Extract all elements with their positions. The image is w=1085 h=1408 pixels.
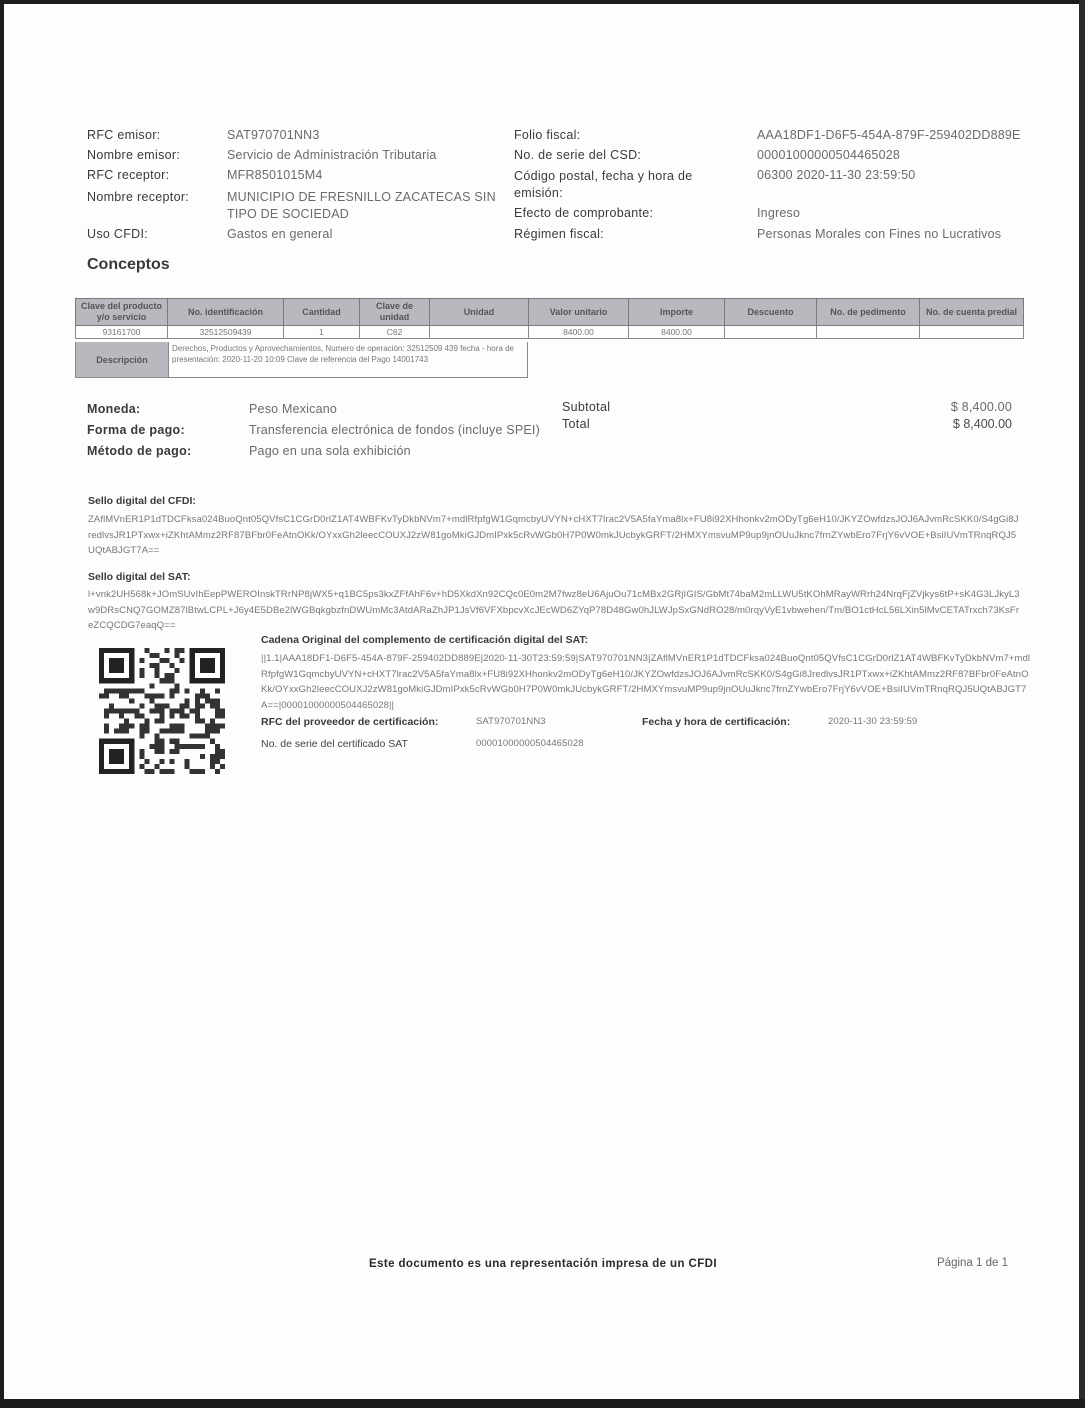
efecto-value: Ingreso <box>757 206 801 220</box>
sello-cfdi-value: ZAflMVnER1P1dTDCFksa024BuoQnt05QVfsC1CGrD0rlZ1AT4WBFKvTyDkbNVm7+mdlRfpfgW1GqmcbyUVYN+cHXT7lrac2V5A5faYma8lx+FU8i92XHhonkv2mODyTg6eH10/JKYZOwfdzsJOJ6AJvmRcSKK0/S4gGi8JredlvsJR1PTxwx+iZKhtAMmz2RF87BFbr0FeAtnOKk/OYxxGh2leecCOUXJ2zW81goMkiGJDmIPxk5cRvWGb0H7P0W0mkJUcbykGRFT/2HMXYmsvuMP9up9jnOUuJknc7frnZYwbEro7FrjY6vVOE+BsiIUVmTRnqRQJ5UQtABJGT7A== <box>88 514 1019 556</box>
table-header: Cantidad <box>284 299 360 326</box>
table-cell <box>920 326 1024 339</box>
nombre-emisor-value: Servicio de Administración Tributaria <box>227 148 437 162</box>
scan-edge-left <box>0 0 4 1408</box>
subtotal-value: $ 8,400.00 <box>950 400 1012 414</box>
folio-fiscal-label: Folio fiscal: <box>514 128 581 142</box>
total-value: $ 8,400.00 <box>952 417 1012 431</box>
cert-rfc-value: SAT970701NN3 <box>476 716 546 727</box>
efecto-label: Efecto de comprobante: <box>514 206 654 220</box>
footer-text: Este documento es una representación impresa de un CFDI <box>369 1258 717 1270</box>
table-cell: C62 <box>360 326 430 339</box>
table-header: Importe <box>629 299 725 326</box>
table-cell: 93161700 <box>76 326 168 339</box>
rfc-emisor-value: SAT970701NN3 <box>227 128 320 142</box>
metodo-pago-label: Método de pago: <box>87 444 192 458</box>
description-text: Derechos, Productos y Aprovechamientos, Numero de operación: 32512509 439 fecha - hora de presentación: 2020-11-20 10:09 Clave de referencia del Pago 14001743 <box>172 344 514 364</box>
serie-csd-value: 00001000000504465028 <box>757 148 901 162</box>
cert-serie-value: 00001000000504465028 <box>476 738 584 749</box>
table-header: No. de pedimento <box>817 299 920 326</box>
folio-fiscal-value: AAA18DF1-D6F5-454A-879F-259402DD889E <box>757 128 1021 142</box>
conceptos-title: Conceptos <box>87 256 170 273</box>
nombre-receptor-label: Nombre receptor: <box>87 190 190 204</box>
nombre-emisor-label: Nombre emisor: <box>87 148 181 162</box>
cert-fecha-label: Fecha y hora de certificación: <box>642 716 791 728</box>
codigo-postal-label: Código postal, fecha y hora de emisión: <box>514 169 693 200</box>
nombre-receptor-value: MUNICIPIO DE FRESNILLO ZACATECAS SIN TIPO DE SOCIEDAD <box>227 190 496 221</box>
table-header: Unidad <box>430 299 529 326</box>
moneda-value: Peso Mexicano <box>249 402 338 416</box>
codigo-postal-value: 06300 2020-11-30 23:59:50 <box>757 168 916 182</box>
sello-sat-value: l+vnk2UH568k+JOmSUvIhEepPWEROInskTRrNP8jWX5+q1BC5ps3kxZFfAhF6v+hD5XkdXn92CQc0E0m2M7fwz8eU6AjuOu71cMBx2GRjIGIS/GbMt74baM2mLLWU5tKOhMRayWRrh24NrqFjZVjkys6tP+sK4G3LJkyL3w9DRsCNQ7GOMZ87lBtwLCPL+J6y4E5DBe2lWGBqkgbzfnDWUmMc3AtdARaZhJP1JsVf6VFXbpcvXcJEcWD6ZYqP78D48Gw0hJLWJpSxGNdRO28/m0rqyVyE1vbwehen/Tm/BO1ctHcL56LXin5lMvCETATrxch73KsFreZCQCDG7eaqQ== <box>88 589 1020 631</box>
rfc-receptor-value: MFR8501015M4 <box>227 168 323 182</box>
total-label: Total <box>562 417 590 431</box>
sello-cfdi-label: Sello digital del CFDI: <box>88 495 196 507</box>
description-row <box>75 342 528 378</box>
metodo-pago-value: Pago en una sola exhibición <box>249 444 411 458</box>
table-cell: 8400.00 <box>529 326 629 339</box>
description-label: Descripción <box>76 342 169 377</box>
conceptos-table <box>75 298 1024 339</box>
table-header: Descuento <box>725 299 817 326</box>
serie-csd-label: No. de serie del CSD: <box>514 148 642 162</box>
table-cell <box>430 326 529 339</box>
scan-edge-top <box>0 0 1085 4</box>
forma-pago-label: Forma de pago: <box>87 423 185 437</box>
cadena-label: Cadena Original del complemento de certificación digital del SAT: <box>261 634 589 646</box>
subtotal-label: Subtotal <box>562 400 611 414</box>
uso-cfdi-value: Gastos en general <box>227 227 333 241</box>
table-header: Clave del producto y/o servicio <box>76 299 168 326</box>
cadena-value: ||1.1|AAA18DF1-D6F5-454A-879F-259402DD889E|2020-11-30T23:59:59|SAT970701NN3|ZAflMVnER1P1dTDCFksa024BuoQnt05QVfsC1CGrD0rlZ1AT4WBFKvTyDkbNVm7+mdlRfpfgW1GqmcbyUVYN+cHXT7lrac2V5A5faYma8lx+FU8i92XHhonkv2mODyTg6eH10/JKYZOwfdzsJOJ6AJvmRcSKK0/S4gGi8JredlvsJR1PTxwx+iZKhtAMmz2RF87BFbr0FeAtnOKk/OYxxGh2leecCOUXJ2zW81goMkiGJDmIPxk5cRvWGb0H7P0W0mkJUcbykGRFT/2HMXYmsvuMP9up9jnOUuJknc7frnZYwbEro7FrjY6vVOE+BsiIUVmTRnqRQJ5UQtABJGT7A==|00001000000504465028|| <box>261 653 1031 711</box>
uso-cfdi-label: Uso CFDI: <box>87 227 149 241</box>
table-header: No. identificación <box>168 299 284 326</box>
qr-code <box>99 648 225 774</box>
table-row <box>76 326 1024 339</box>
regimen-label: Régimen fiscal: <box>514 227 604 241</box>
sello-sat-label: Sello digital del SAT: <box>88 571 191 583</box>
table-cell: 8400.00 <box>629 326 725 339</box>
cert-rfc-label: RFC del proveedor de certificación: <box>261 716 439 728</box>
table-header: No. de cuenta predial <box>920 299 1024 326</box>
forma-pago-value: Transferencia electrónica de fondos (incluye SPEI) <box>249 423 540 437</box>
table-cell <box>817 326 920 339</box>
cert-serie-label: No. de serie del certificado SAT <box>261 738 408 750</box>
rfc-emisor-label: RFC emisor: <box>87 128 161 142</box>
table-header: Clave de unidad <box>360 299 430 326</box>
table-cell: 1 <box>284 326 360 339</box>
table-cell: 32512509439 <box>168 326 284 339</box>
regimen-value: Personas Morales con Fines no Lucrativos <box>757 227 1002 241</box>
scan-edge-bottom <box>0 1399 1085 1408</box>
table-cell <box>725 326 817 339</box>
cert-fecha-value: 2020-11-30 23:59:59 <box>828 716 918 727</box>
scan-edge-right <box>1079 0 1085 1408</box>
table-header: Valor unitario <box>529 299 629 326</box>
rfc-receptor-label: RFC receptor: <box>87 168 170 182</box>
moneda-label: Moneda: <box>87 402 141 416</box>
page-number: Página 1 de 1 <box>937 1257 1008 1269</box>
